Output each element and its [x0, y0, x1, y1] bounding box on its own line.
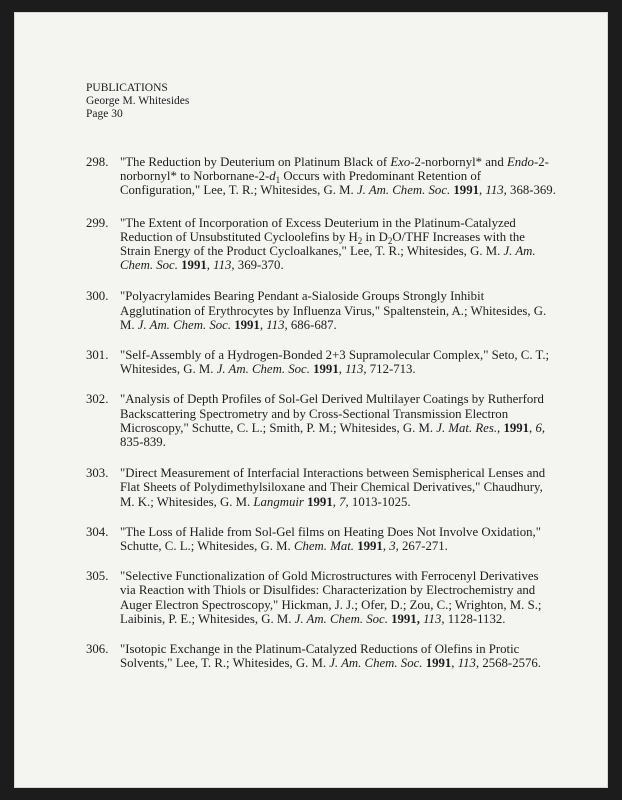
- citation-segment: 113,: [423, 611, 445, 626]
- entry-citation: [120, 289, 556, 332]
- citation-segment: d: [269, 169, 276, 184]
- header-page-number: Page 30: [86, 108, 123, 120]
- citation-segment: -2-norbornyl* to Norbornane-2-: [120, 155, 549, 184]
- citation-segment: J. Am. Chem. Soc.: [329, 656, 423, 671]
- document-page: [14, 12, 608, 788]
- entry-citation: [120, 642, 556, 670]
- publication-entry: [86, 525, 556, 553]
- page-header: [86, 82, 189, 121]
- citation-segment: ,: [529, 420, 536, 435]
- citation-segment: 1991: [503, 420, 530, 435]
- citation-segment: 113,: [213, 258, 235, 273]
- citation-segment: Exo: [390, 155, 411, 169]
- citation-segment: ,: [332, 494, 340, 509]
- citation-segment: ,: [206, 258, 214, 273]
- citation-segment: Endo: [506, 155, 534, 169]
- entry-citation: [120, 348, 556, 376]
- publication-entry: [86, 155, 556, 198]
- publication-entry: [86, 392, 556, 449]
- citation-segment: 7,: [339, 494, 349, 509]
- citation-segment: "Selective Functionalization of Gold Microstructures with Ferrocenyl Derivatives via Reaction with Thiols or Disulfides: Characterization by Electrochemistry and Auger Electron Spectroscopy," Hickman, J. J.; Ofer, D.; Zou, C.; Wrighton, M. S.; Laibinis, P. E.; Whitesides, G. M.: [120, 569, 542, 626]
- citation-segment: 1991: [234, 317, 260, 332]
- citation-segment: J. Am. Chem. Soc.: [137, 317, 232, 332]
- citation-segment: Chem. Mat.: [293, 539, 355, 554]
- publication-entry: [86, 569, 556, 626]
- publication-entry: [86, 348, 556, 376]
- citation-segment: 6,: [535, 420, 546, 435]
- entry-number: 302.: [86, 392, 109, 407]
- citation-segment: Occurs with Predominant Retention of Configuration," Lee, T. R.; Whitesides, G. M.: [120, 169, 481, 198]
- entry-number: 304.: [86, 524, 109, 539]
- header-title: PUBLICATIONS: [86, 82, 168, 94]
- citation-segment: "The Reduction by Deuterium on Platinum Black of: [120, 155, 391, 169]
- entry-citation: [120, 569, 556, 626]
- entry-number: 303.: [86, 466, 109, 481]
- citation-segment: "Direct Measurement of Interfacial Interactions between Semispherical Lenses and Flat Sheets of Polydimethylsiloxane and Their Chemical Derivatives," Chaudhury, M. K.; Whitesides, G. M.: [120, 466, 546, 509]
- citation-segment: 2568-2576.: [479, 656, 541, 671]
- citation-segment: 1991: [313, 362, 339, 377]
- entry-citation: [120, 155, 556, 198]
- entry-citation: [120, 392, 556, 449]
- citation-segment: 1991: [307, 494, 333, 509]
- citation-segment: 1128-1132.: [444, 611, 506, 626]
- citation-segment: in D: [362, 229, 388, 244]
- entry-citation: [120, 466, 556, 509]
- citation-segment: 2: [387, 235, 393, 246]
- citation-segment: "Isotopic Exchange in the Platinum-Catalyzed Reductions of Olefins in Protic Solvents," Lee, T. R.; Whitesides, G. M.: [120, 642, 520, 671]
- citation-segment: J. Mat. Res.,: [436, 420, 501, 435]
- citation-segment: 368-369.: [506, 183, 556, 198]
- citation-segment: ,: [259, 317, 267, 332]
- citation-segment: ,: [479, 183, 486, 198]
- citation-segment: ,: [382, 539, 390, 554]
- citation-segment: "Self-Assembly of a Hydrogen-Bonded 2+3 Supramolecular Complex," Seto, C. T.; Whitesides, G. M.: [120, 348, 550, 377]
- citation-segment: 1991: [181, 258, 207, 273]
- citation-segment: 712-713.: [366, 362, 416, 377]
- entry-number: 301.: [86, 348, 109, 363]
- citation-segment: 1991: [357, 539, 383, 554]
- entry-number: 299.: [86, 215, 109, 230]
- header-author: George M. Whitesides: [86, 95, 190, 107]
- citation-segment: 369-370.: [234, 258, 284, 273]
- citation-segment: O/THF Increases with the Strain Energy of the Product Cycloalkanes," Lee, T. R.; Whitesides, G. M.: [120, 229, 525, 259]
- citation-segment: ,: [451, 656, 458, 671]
- citation-segment: 1991: [453, 183, 479, 198]
- entry-citation: [120, 216, 556, 273]
- citation-segment: 113,: [485, 183, 507, 198]
- citation-segment: 113,: [266, 317, 288, 332]
- citation-segment: 267-271.: [398, 539, 448, 554]
- publication-entry: [86, 289, 556, 332]
- citation-segment: Langmuir: [253, 494, 304, 509]
- citation-segment: 1: [275, 175, 281, 186]
- entry-number: 306.: [86, 642, 109, 657]
- citation-segment: 113,: [457, 656, 480, 671]
- citation-segment: J. Am. Chem. Soc.: [216, 362, 310, 377]
- entry-number: 298.: [86, 155, 109, 169]
- entry-citation: [120, 525, 556, 553]
- publication-entry: [86, 466, 556, 509]
- citation-segment: J. Am. Chem. Soc.: [356, 183, 451, 198]
- publication-entry: [86, 642, 556, 670]
- citation-segment: 1991: [425, 656, 452, 671]
- citation-segment: 835-839.: [120, 435, 166, 450]
- citation-segment: 1013-1025.: [348, 494, 411, 509]
- citation-segment: "The Loss of Halide from Sol-Gel films on Heating Does Not Involve Oxidation," Schutte, C. L.; Whitesides, G. M.: [120, 524, 541, 554]
- citation-segment: ,: [338, 362, 346, 377]
- citation-segment: 1991,: [391, 611, 420, 626]
- citation-segment: -2-norbornyl* and: [410, 155, 507, 169]
- publication-entry: [86, 216, 556, 273]
- citation-segment: J. Am. Chem. Soc.: [294, 611, 388, 626]
- citation-segment: "Polyacrylamides Bearing Pendant a-Sialoside Groups Strongly Inhibit Agglutination of Erythrocytes by Influenza Virus," Spaltenstein, A.; Whitesides, G. M.: [120, 289, 547, 332]
- citation-segment: 3,: [389, 539, 399, 554]
- citation-segment: 113,: [345, 362, 367, 377]
- citation-segment: 686-687.: [287, 317, 337, 332]
- entry-number: 300.: [86, 289, 109, 304]
- citation-segment: "Analysis of Depth Profiles of Sol-Gel Derived Multilayer Coatings by Rutherford Backscattering Spectrometry and by Cross-Sectional Transmission Electron Microscopy," Schutte, C. L.; Smith, P. M.; Whitesides, G. M.: [120, 392, 544, 435]
- citation-segment: "The Extent of Incorporation of Excess Deuterium in the Platinum-Catalyzed Reduction of Unsubstituted Cycloolefins by H: [120, 215, 516, 244]
- citation-segment: J. Am. Chem. Soc.: [120, 244, 536, 273]
- citation-segment: 2: [357, 235, 363, 246]
- entry-number: 305.: [86, 569, 109, 584]
- publication-list: [86, 155, 556, 670]
